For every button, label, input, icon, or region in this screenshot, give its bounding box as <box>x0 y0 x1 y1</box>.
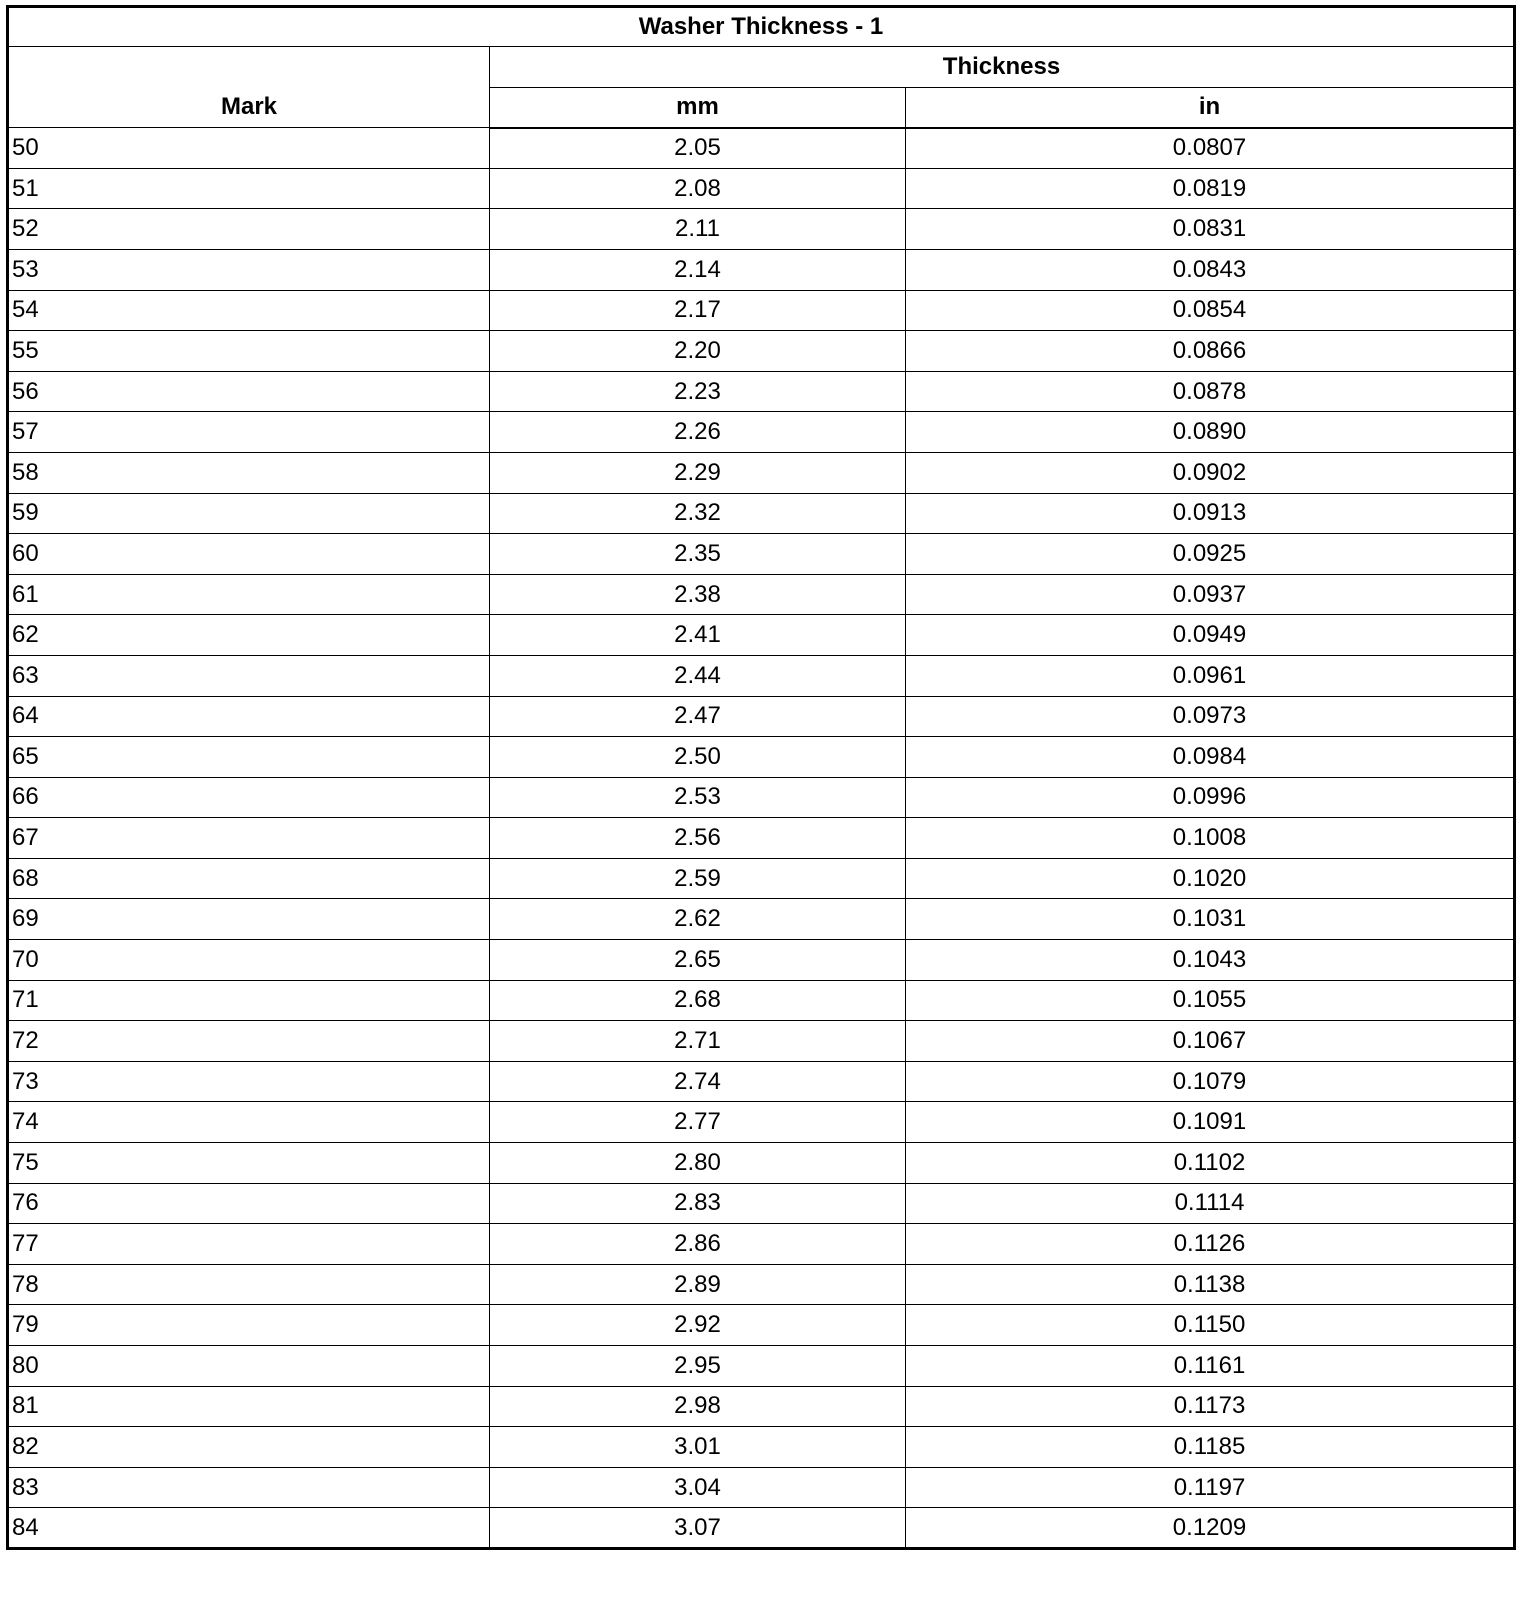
mm-column-header: mm <box>490 87 906 128</box>
mark-cell: 66 <box>8 777 490 818</box>
in-cell: 0.1102 <box>906 1143 1515 1184</box>
mark-cell: 67 <box>8 818 490 859</box>
table-row <box>8 1183 1515 1224</box>
mm-cell: 2.08 <box>490 168 906 209</box>
title-row <box>8 7 1515 47</box>
mm-cell: 2.23 <box>490 371 906 412</box>
in-cell: 0.1031 <box>906 899 1515 940</box>
mark-cell: 64 <box>8 696 490 737</box>
mark-cell: 56 <box>8 371 490 412</box>
table-row <box>8 128 1515 169</box>
mark-cell: 83 <box>8 1467 490 1508</box>
mark-cell: 65 <box>8 737 490 778</box>
mm-cell: 2.68 <box>490 980 906 1021</box>
in-cell: 0.0913 <box>906 493 1515 534</box>
table-row <box>8 1061 1515 1102</box>
mark-cell: 52 <box>8 209 490 250</box>
in-cell: 0.0807 <box>906 128 1515 169</box>
in-cell: 0.1197 <box>906 1467 1515 1508</box>
mm-cell: 2.05 <box>490 128 906 169</box>
table-row <box>8 1386 1515 1427</box>
mm-cell: 2.83 <box>490 1183 906 1224</box>
in-cell: 0.1055 <box>906 980 1515 1021</box>
mark-cell: 51 <box>8 168 490 209</box>
mm-cell: 2.56 <box>490 818 906 859</box>
table-row <box>8 168 1515 209</box>
mm-cell: 2.53 <box>490 777 906 818</box>
table-row <box>8 1143 1515 1184</box>
in-cell: 0.0819 <box>906 168 1515 209</box>
table-row <box>8 249 1515 290</box>
table-row <box>8 899 1515 940</box>
table-row <box>8 452 1515 493</box>
mark-cell: 63 <box>8 655 490 696</box>
in-cell: 0.1091 <box>906 1102 1515 1143</box>
in-cell: 0.0878 <box>906 371 1515 412</box>
in-cell: 0.0925 <box>906 534 1515 575</box>
in-cell: 0.1008 <box>906 818 1515 859</box>
table-title: Washer Thickness - 1 <box>8 7 1515 47</box>
mm-cell: 2.71 <box>490 1021 906 1062</box>
mark-cell: 53 <box>8 249 490 290</box>
mark-cell: 74 <box>8 1102 490 1143</box>
table-row <box>8 574 1515 615</box>
table-row <box>8 1427 1515 1468</box>
mm-cell: 2.80 <box>490 1143 906 1184</box>
table-header <box>8 7 1515 128</box>
mm-cell: 2.74 <box>490 1061 906 1102</box>
in-cell: 0.0973 <box>906 696 1515 737</box>
table-row <box>8 655 1515 696</box>
table-row <box>8 209 1515 250</box>
table-row <box>8 371 1515 412</box>
in-cell: 0.0949 <box>906 615 1515 656</box>
mm-cell: 2.20 <box>490 331 906 372</box>
mm-cell: 2.50 <box>490 737 906 778</box>
mark-cell: 84 <box>8 1508 490 1549</box>
in-cell: 0.1185 <box>906 1427 1515 1468</box>
in-column-header: in <box>906 87 1515 128</box>
in-cell: 0.0866 <box>906 331 1515 372</box>
mm-cell: 3.04 <box>490 1467 906 1508</box>
in-cell: 0.0902 <box>906 452 1515 493</box>
mm-cell: 2.86 <box>490 1224 906 1265</box>
table-row <box>8 1467 1515 1508</box>
mark-cell: 54 <box>8 290 490 331</box>
mm-cell: 3.01 <box>490 1427 906 1468</box>
mark-cell: 78 <box>8 1264 490 1305</box>
table-row <box>8 1508 1515 1549</box>
mm-cell: 2.38 <box>490 574 906 615</box>
mm-cell: 2.89 <box>490 1264 906 1305</box>
table-row <box>8 1264 1515 1305</box>
in-cell: 0.0984 <box>906 737 1515 778</box>
mm-cell: 2.47 <box>490 696 906 737</box>
in-cell: 0.1161 <box>906 1346 1515 1387</box>
in-cell: 0.1067 <box>906 1021 1515 1062</box>
group-header-row <box>8 47 1515 88</box>
mark-cell: 68 <box>8 858 490 899</box>
mark-cell: 57 <box>8 412 490 453</box>
in-cell: 0.0937 <box>906 574 1515 615</box>
mm-cell: 2.29 <box>490 452 906 493</box>
mm-cell: 2.41 <box>490 615 906 656</box>
table-row <box>8 493 1515 534</box>
table-row <box>8 980 1515 1021</box>
mark-cell: 77 <box>8 1224 490 1265</box>
mark-cell: 82 <box>8 1427 490 1468</box>
table-row <box>8 737 1515 778</box>
mark-cell: 79 <box>8 1305 490 1346</box>
mark-cell: 62 <box>8 615 490 656</box>
mark-cell: 81 <box>8 1386 490 1427</box>
table-row <box>8 534 1515 575</box>
in-cell: 0.1043 <box>906 940 1515 981</box>
mark-cell: 71 <box>8 980 490 1021</box>
table-row <box>8 1305 1515 1346</box>
mark-cell: 60 <box>8 534 490 575</box>
table-row <box>8 1021 1515 1062</box>
table-row <box>8 696 1515 737</box>
mark-cell: 73 <box>8 1061 490 1102</box>
in-cell: 0.0843 <box>906 249 1515 290</box>
in-cell: 0.1114 <box>906 1183 1515 1224</box>
mark-cell: 69 <box>8 899 490 940</box>
table-row <box>8 1346 1515 1387</box>
mm-cell: 2.95 <box>490 1346 906 1387</box>
in-cell: 0.0961 <box>906 655 1515 696</box>
mark-cell: 76 <box>8 1183 490 1224</box>
mm-cell: 2.65 <box>490 940 906 981</box>
mm-cell: 2.35 <box>490 534 906 575</box>
mm-cell: 2.11 <box>490 209 906 250</box>
mark-cell: 72 <box>8 1021 490 1062</box>
mm-cell: 3.07 <box>490 1508 906 1549</box>
mm-cell: 2.26 <box>490 412 906 453</box>
in-cell: 0.1079 <box>906 1061 1515 1102</box>
mm-cell: 2.62 <box>490 899 906 940</box>
mm-cell: 2.14 <box>490 249 906 290</box>
table-row <box>8 858 1515 899</box>
mark-cell: 70 <box>8 940 490 981</box>
in-cell: 0.0996 <box>906 777 1515 818</box>
in-cell: 0.0854 <box>906 290 1515 331</box>
table-row <box>8 290 1515 331</box>
in-cell: 0.1138 <box>906 1264 1515 1305</box>
mm-cell: 2.59 <box>490 858 906 899</box>
table-row <box>8 1102 1515 1143</box>
thickness-group-header: Thickness <box>490 47 1515 88</box>
in-cell: 0.0890 <box>906 412 1515 453</box>
in-cell: 0.1150 <box>906 1305 1515 1346</box>
mark-cell: 50 <box>8 128 490 169</box>
mm-cell: 2.92 <box>490 1305 906 1346</box>
mark-cell: 61 <box>8 574 490 615</box>
mm-cell: 2.17 <box>490 290 906 331</box>
mark-cell: 58 <box>8 452 490 493</box>
table-row <box>8 615 1515 656</box>
mark-cell: 75 <box>8 1143 490 1184</box>
mark-column-header: Mark <box>8 47 490 128</box>
in-cell: 0.1126 <box>906 1224 1515 1265</box>
table-row <box>8 940 1515 981</box>
washer-thickness-table <box>6 5 1516 1550</box>
in-cell: 0.1209 <box>906 1508 1515 1549</box>
mm-cell: 2.98 <box>490 1386 906 1427</box>
table-row <box>8 331 1515 372</box>
mm-cell: 2.44 <box>490 655 906 696</box>
mm-cell: 2.32 <box>490 493 906 534</box>
mark-cell: 59 <box>8 493 490 534</box>
in-cell: 0.1173 <box>906 1386 1515 1427</box>
mm-cell: 2.77 <box>490 1102 906 1143</box>
table-body <box>8 128 1515 1549</box>
table-row <box>8 777 1515 818</box>
in-cell: 0.0831 <box>906 209 1515 250</box>
mark-cell: 80 <box>8 1346 490 1387</box>
mark-cell: 55 <box>8 331 490 372</box>
table-row <box>8 818 1515 859</box>
in-cell: 0.1020 <box>906 858 1515 899</box>
table-row <box>8 412 1515 453</box>
table-row <box>8 1224 1515 1265</box>
